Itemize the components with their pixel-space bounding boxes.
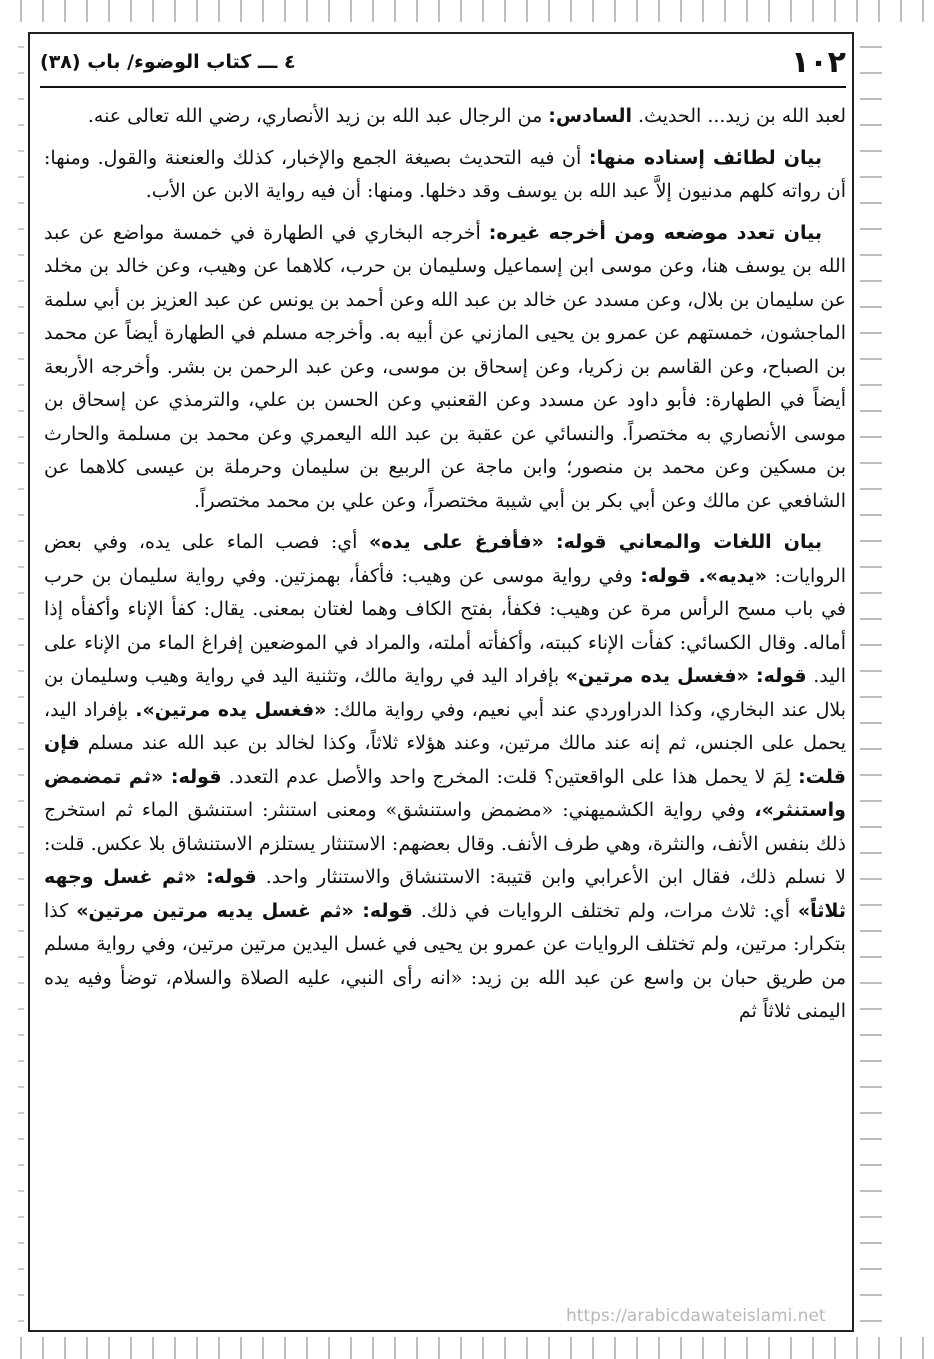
ornamental-border-right xyxy=(860,22,882,1337)
bold-phrase: قوله: «ثم تمضمض واستنثر»، xyxy=(44,765,846,821)
bold-phrase: قوله: xyxy=(640,564,691,587)
watermark-url: https://arabicdawateislami.net xyxy=(566,1306,826,1326)
bold-phrase: فإن قلت: xyxy=(44,732,846,788)
text-run: بإفراد اليد، يحمل على الجنس، ثم إنه عند مالك مرتين، وعند هؤلاء ثلاثاً، وكذا لخالد بن عبد الله عند مسلم xyxy=(44,698,846,754)
paragraph xyxy=(44,100,846,134)
bold-phrase: قوله: «ثم غسل وجهه ثلاثاً» xyxy=(44,866,846,922)
text-run: من الرجال عبد الله بن زيد الأنصاري، رضي الله تعالى عنه. xyxy=(87,105,549,127)
text-run: أخرجه البخاري في الطهارة في خمسة مواضع عن عبد الله بن يوسف هنا، وعن موسى ابن إسماعيل وسليمان بن حرب، كلاهما عن وهيب، وعن خالد بن مخلد عن سليمان بن بلال، وعن مسدد عن خالد بن عبد الله وعن أحمد بن يونس عن عبد العزيز بن أبي سلمة الماجشون، خمستهم عن عمرو بن يحيى المازني عن أبيه به. وأخرجه مسلم في الطهارة أيضاً عن محمد بن الصباح، وعن القاسم بن زكريا، وعن إسحاق بن موسى، وعن عبد الرحمن بن بشر. وأخرجه الأربعة أيضاً في الطهارة: فأبو داود عن مسدد وعن القعنبي وعن الحسن بن علي، والترمذي عن إسحاق بن موسى الأنصاري به مختصراً. والنسائي عن عقبة بن عبد الله اليعمري وعن محمد بن مسلمة والحارث بن مسكين وعن محمد بن منصور؛ وابن ماجة عن الربيع بن سليمان وحرملة بن عيسى كلاهما عن الشافعي عن مالك وعن أبي بكر بن أبي شيبة مختصراً، وعن علي بن محمد مختصراً. xyxy=(44,221,846,512)
bold-phrase: قوله: «ثم غسل يديه مرتين مرتين» xyxy=(76,899,413,922)
text-run: أي: ثلاث مرات، ولم تختلف الروايات في ذلك. xyxy=(412,899,798,922)
text-run: أي: فصب الماء على يده، وفي بعض الروايات: xyxy=(44,531,846,587)
bold-phrase: السادس: xyxy=(548,105,632,127)
header-rule xyxy=(40,86,846,88)
body-text xyxy=(44,100,846,1037)
text-run: لِمَ لا يحمل هذا على الواقعتين؟ قلت: المخرج واحد والأصل عدم التعدد. xyxy=(221,765,799,788)
text-run: وفي رواية الكشميهني: «مضمض واستنشق» ومعنى استنثر: استنشق الماء ثم استخرج ذلك بنفس الأنف، والنثرة، وهي طرف الأنف. وقال بعضهم: الاستنثار يستلزم الاستنشاق بلا عكس. قلت: لا نسلم ذلك، فقال ابن الأعرابي وابن قتيبة: الاستنشاق والاستنثار واحد. xyxy=(44,799,846,888)
page-number: ١٠٢ xyxy=(791,44,846,80)
paragraph xyxy=(44,217,846,519)
paragraph xyxy=(44,526,846,1029)
ornamental-border-left xyxy=(18,22,24,1337)
bold-phrase: بيان لطائف إسناده منها: xyxy=(588,146,822,169)
ornamental-border-top xyxy=(0,0,934,22)
bold-phrase: بيان اللغات والمعاني قوله: «فأفرغ على يده» xyxy=(369,531,822,553)
text-run: بإفراد اليد في رواية مالك، وتثنية اليد في رواية وهيب وسليمان بن بلال عند البخاري، وكذا الدراوردي عند أبي نعيم، وفي رواية مالك: xyxy=(44,665,846,721)
bold-phrase: «فغسل يده مرتين». xyxy=(135,698,327,721)
text-run: وفي رواية موسى عن وهيب: فأكفأ، بهمزتين. وفي رواية سليمان بن حرب في باب مسح الرأس مرة عن وهيب: فكفأ، بفتح الكاف وهما لغتان بمعنى. يقال: كفأ الإناء وأكفأه إذا أماله. وقال الكسائي: كفأت الإناء كببته، وأكفأته أملته، والمراد في الموضعين إفراغ الماء من الإناء على اليد. xyxy=(44,564,847,687)
text-run: أن فيه التحديث بصيغة الجمع والإخبار، كذلك والعنعنة والقول. ومنها: أن رواته كلهم مدنيون إلاَّ عبد الله بن يوسف وقد دخلها. ومنها: أن فيه رواية الابن عن الأب. xyxy=(44,146,846,202)
bold-phrase: بيان تعدد موضعه ومن أخرجه غيره: xyxy=(488,221,822,244)
text-run: لعبد الله بن زيد... الحديث. xyxy=(631,105,846,127)
bold-phrase: قوله: «فغسل يده مرتين» xyxy=(565,665,807,687)
page-header xyxy=(40,42,846,82)
bold-phrase: «يديه». xyxy=(698,564,768,587)
ornamental-border-bottom xyxy=(0,1337,934,1359)
text-run: كذا بتكرار: مرتين، ولم تختلف الروايات عن عمرو بن يحيى في غسل اليدين مرتين مرتين، وفي رواية مسلم من طريق حبان بن واسع عن عبد الله بن زيد: «انه رأى النبي، عليه الصلاة والسلام، توضأ وفيه يده اليمنى ثلاثاً ثم xyxy=(44,899,846,1022)
paragraph xyxy=(44,142,846,209)
running-title: ٤ ـــ كتاب الوضوء/ باب (٣٨) xyxy=(40,51,296,73)
